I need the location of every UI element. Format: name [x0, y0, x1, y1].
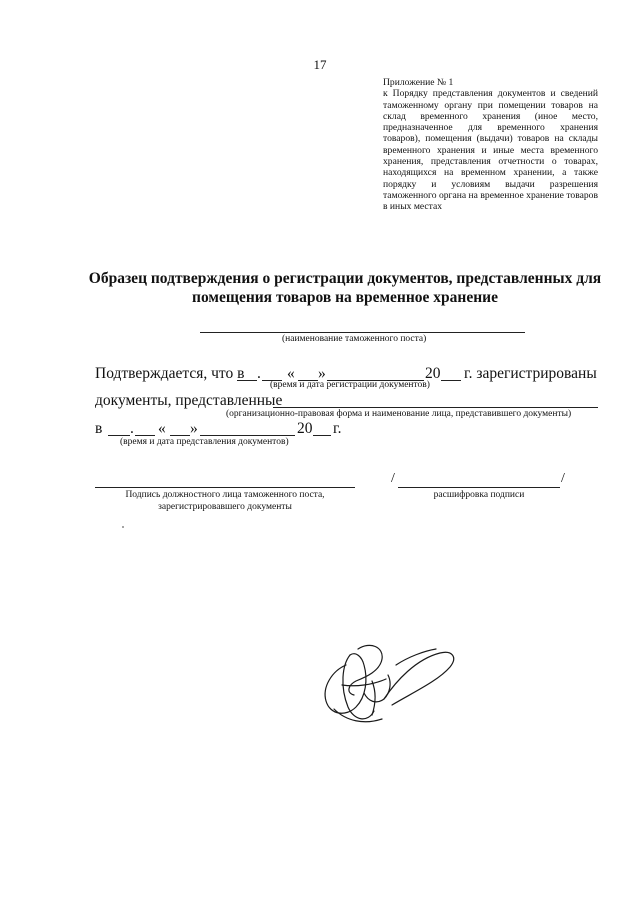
- confirm-suffix: г. зарегистрированы: [464, 365, 597, 382]
- submit-in-word: в: [95, 420, 103, 437]
- signature-decode-line: [398, 487, 560, 488]
- submit-year-blank: [313, 435, 331, 436]
- reg-quote-open: «: [287, 365, 295, 382]
- confirm-prefix: Подтверждается, что в: [95, 365, 245, 382]
- submit-hour-blank: [108, 435, 130, 436]
- reg-quote-close: »: [318, 365, 326, 382]
- page-number: 17: [313, 57, 327, 72]
- submit-quote-open: «: [158, 420, 166, 437]
- decode-slash-right: /: [561, 471, 565, 486]
- submit-datetime-caption: (время и дата представления документов): [120, 437, 289, 447]
- submit-year-prefix: 20: [297, 420, 313, 437]
- appendix-title: Приложение № 1: [383, 77, 454, 88]
- submit-minute-blank: [135, 435, 155, 436]
- submit-year-suffix: г.: [333, 420, 342, 437]
- official-signature-caption: [95, 489, 355, 513]
- document-title: [60, 269, 630, 307]
- signature-decode-caption: расшифровка подписи: [433, 490, 525, 500]
- document-title-line-2: помещения товаров на временное хранение: [192, 289, 498, 306]
- customs-post-caption: (наименование таможенного поста): [282, 334, 427, 344]
- decode-slash-left: /: [391, 471, 395, 486]
- customs-post-line: [200, 332, 525, 333]
- handwritten-signature: [312, 635, 462, 730]
- submit-quote-close: »: [190, 420, 198, 437]
- official-signature-line: [95, 487, 355, 488]
- speck: [122, 526, 124, 528]
- reg-time-separator: .: [257, 365, 261, 382]
- submit-day-blank: [170, 435, 190, 436]
- docs-label: документы, представленные: [95, 392, 283, 409]
- appendix-note: [383, 77, 598, 213]
- official-signature-caption-line-1: Подпись должностного лица таможенного поста,: [125, 490, 325, 500]
- document-title-line-1: Образец подтверждения о регистрации документов, представленных для: [88, 270, 602, 287]
- appendix-body: к Порядку представления документов и сведений таможенному органу при помещении товаров на склад временного хранения (иное место, предназначенное для временного хранения товаров), помещения (выдачи) товаров на склады временного хранения и иные места временного хранения, представления отчетности о товарах, находящихся на временном хранении, а также порядку и условиям выдачи разрешения таможенного органа на временное хранение товаров в иных местах: [383, 88, 598, 213]
- org-name-caption: (организационно-правовая форма и наименование лица, представившего документы): [226, 409, 572, 419]
- submit-month-blank: [200, 435, 295, 436]
- submit-time-separator: .: [130, 420, 134, 437]
- reg-year-blank: [441, 380, 461, 381]
- reg-year-prefix: 20: [425, 365, 441, 382]
- org-name-line: [273, 407, 598, 408]
- reg-datetime-caption: (время и дата регистрации документов): [270, 380, 430, 390]
- official-signature-caption-line-2: зарегистрировавшего документы: [158, 502, 292, 512]
- reg-hour-blank: [237, 380, 257, 381]
